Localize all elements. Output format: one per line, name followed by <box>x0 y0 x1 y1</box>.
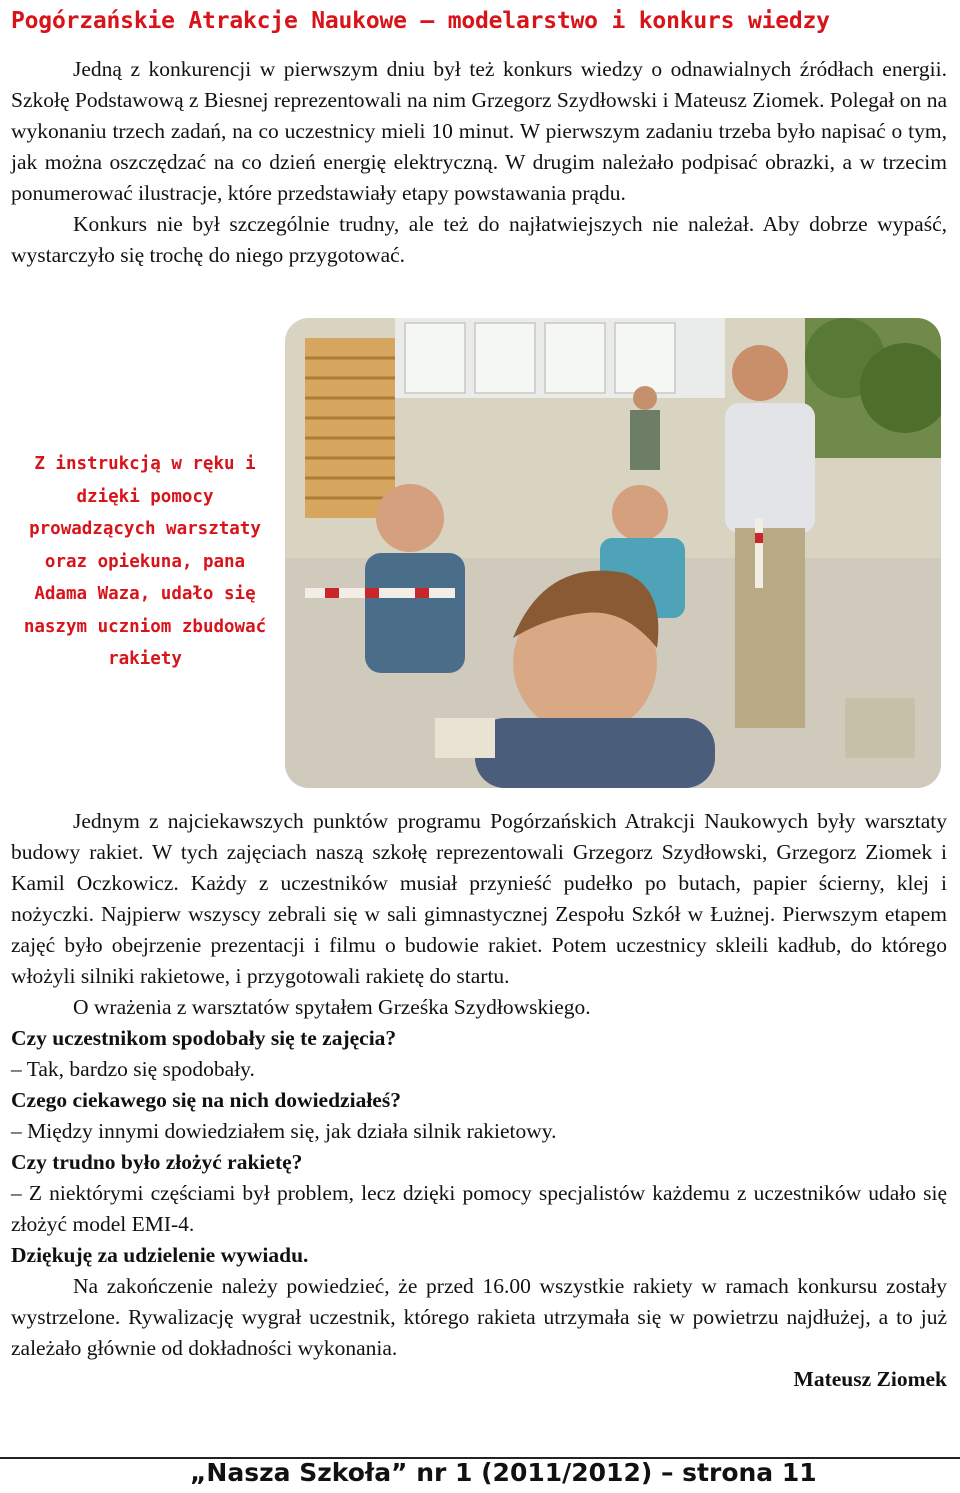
author-signature: Mateusz Ziomek <box>793 1367 947 1391</box>
intro-paragraph-1: Jedną z konkurencji w pierwszym dniu był też konkurs wiedzy o odnawialnych źródłach energii. Szkołę Podstawową z Biesnej reprezentowali na nim Grzegorz Szydłowski i Mateusz Ziomek. Polegał on na wykonaniu trzech zadań, na co uczestnicy mieli 10 minut. W pierwszym zadaniu trzeba było napisać o tym, jak można oszczędzać na co dzień energię elektryczną. W drugim należało podpisać obrazki, a w trzecim ponumerować ilustracje, które przedstawiały etapy powstawania prądu. <box>11 57 947 205</box>
interview-thanks: Dziękuję za udzielenie wywiadu. <box>11 1243 309 1267</box>
workshop-photo-illustration <box>285 318 941 788</box>
interview-answer-2: – Między innymi dowiedziałem się, jak działa silnik rakietowy. <box>11 1119 557 1143</box>
intro-section <box>11 54 947 271</box>
body-paragraph-2: O wrażenia z warsztatów spytałem Grześka Szydłowskiego. <box>73 995 591 1019</box>
workshop-photo <box>285 318 941 788</box>
interview-question-3: Czy trudno było złożyć rakietę? <box>11 1150 303 1174</box>
interview-question-1: Czy uczestnikom spodobały się te zajęcia? <box>11 1026 397 1050</box>
photo-caption: Z instrukcją w ręku i dzięki pomocy prowadzących warsztaty oraz opiekuna, pana Adama Waza, udało się naszym uczniom zbudować rakiety <box>23 454 267 669</box>
closing-paragraph: Na zakończenie należy powiedzieć, że przed 16.00 wszystkie rakiety w ramach konkursu zostały wystrzelone. Rywalizację wygrał uczestnik, którego rakieta utrzymała się w powietrzu najdłużej, a to już zależało głównie od dokładności wykonania. <box>11 1274 947 1360</box>
interview-answer-3: – Z niektórymi częściami był problem, lecz dzięki pomocy specjalistów każdemu z uczestników udało się złożyć model EMI-4. <box>11 1181 947 1236</box>
interview-question-2: Czego ciekawego się na nich dowiedziałeś? <box>11 1088 401 1112</box>
body-paragraph-1: Jednym z najciekawszych punktów programu Pogórzańskich Atrakcji Naukowych były warsztaty budowy rakiet. W tych zajęciach naszą szkołę reprezentowali Grzegorz Szydłowski, Grzegorz Ziomek i Kamil Oczkowicz. Każdy z uczestników musiał przynieść pudełko po butach, papier ścierny, klej i nożyczki. Najpierw wszyscy zebrali się w sali gimnastycznej Zespołu Szkół w Łużnej. Pierwszym etapem zajęć było obejrzenie prezentacji i filmu o budowie rakiet. Potem uczestnicy skleili kadłub, do którego włożyli silniki rakietowe, i przygotowali rakietę do startu. <box>11 809 947 988</box>
page-footer: „Nasza Szkoła” nr 1 (2011/2012) – strona 11 <box>190 1458 817 1487</box>
interview-answer-1: – Tak, bardzo się spodobały. <box>11 1057 255 1081</box>
intro-paragraph-2: Konkurs nie był szczególnie trudny, ale też do najłatwiejszych nie należał. Aby dobrze wypaść, wystarczyło się trochę do niego przygotować. <box>11 212 947 267</box>
article-title: Pogórzańskie Atrakcje Naukowe — modelarstwo i konkurs wiedzy <box>11 8 830 34</box>
main-section <box>11 806 947 1395</box>
